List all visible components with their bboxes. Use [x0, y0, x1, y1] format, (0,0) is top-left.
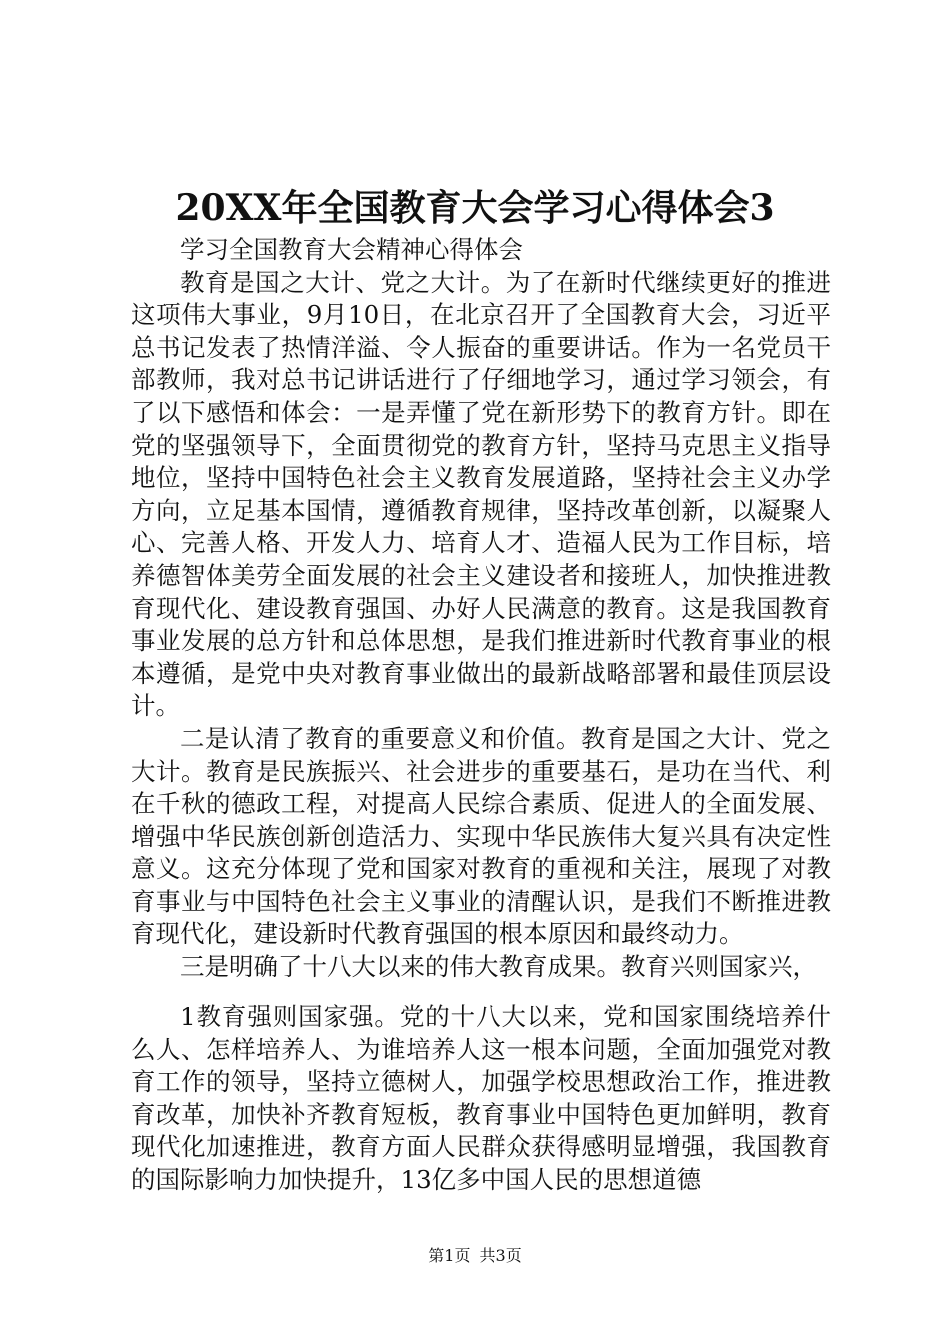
- subtitle-paragraph: 学习全国教育大会精神心得体会: [180, 235, 523, 264]
- paragraph-4: 1教育强则国家强。党的十八大以来，党和国家围绕培养什么人、怎样培养人、为谁培养人这一根本问题，全面加强党对教育工作的领导，坚持立德树人，加强学校思想政治工作，推进教育改革，加快补齐教育短板，教育事业中国特色更加鲜明，教育现代化加速推进，教育方面人民群众获得感明显增强，我国教育的国际影响力加快提升，13亿多中国人民的思想道德: [131, 1002, 831, 1194]
- page-total: 共3页: [479, 1246, 522, 1265]
- page-footer: [0, 1246, 950, 1266]
- body-text-block-2: [131, 1001, 831, 1197]
- paragraph-2: 二是认清了教育的重要意义和价值。教育是国之大计、党之大计。教育是民族振兴、社会进步的重要基石，是功在当代、利在千秋的德政工程，对提高人民综合素质、促进人的全面发展、增强中华民族创新创造活力、实现中华民族伟大复兴具有决定性意义。这充分体现了党和国家对教育的重视和关注，展现了对教育事业与中国特色社会主义事业的清醒认识，是我们不断推进教育现代化，建设新时代教育强国的根本原因和最终动力。: [131, 723, 831, 949]
- document-title: 20XX年全国教育大会学习心得体会3: [175, 187, 775, 229]
- body-text-block-1: [131, 234, 831, 984]
- page-number: 第1页: [428, 1246, 471, 1265]
- paragraph-1: 教育是国之大计、党之大计。为了在新时代继续更好的推进这项伟大事业，9月10日，在北京召开了全国教育大会，习近平总书记发表了热情洋溢、令人振奋的重要讲话。作为一名党员干部教师，我对总书记讲话进行了仔细地学习，通过学习领会，有了以下感悟和体会：一是弄懂了党在新形势下的教育方针。即在党的坚强领导下，全面贯彻党的教育方针，坚持马克思主义指导地位，坚持中国特色社会主义教育发展道路，坚持社会主义办学方向，立足基本国情，遵循教育规律，坚持改革创新，以凝聚人心、完善人格、开发人力、培育人才、造福人民为工作目标，培养德智体美劳全面发展的社会主义建设者和接班人，加快推进教育现代化、建设教育强国、办好人民满意的教育。这是我国教育事业发展的总方针和总体思想，是我们推进新时代教育事业的根本遵循，是党中央对教育事业做出的最新战略部署和最佳顶层设计。: [131, 267, 831, 721]
- paragraph-3: 三是明确了十八大以来的伟大教育成果。教育兴则国家兴，: [180, 952, 817, 982]
